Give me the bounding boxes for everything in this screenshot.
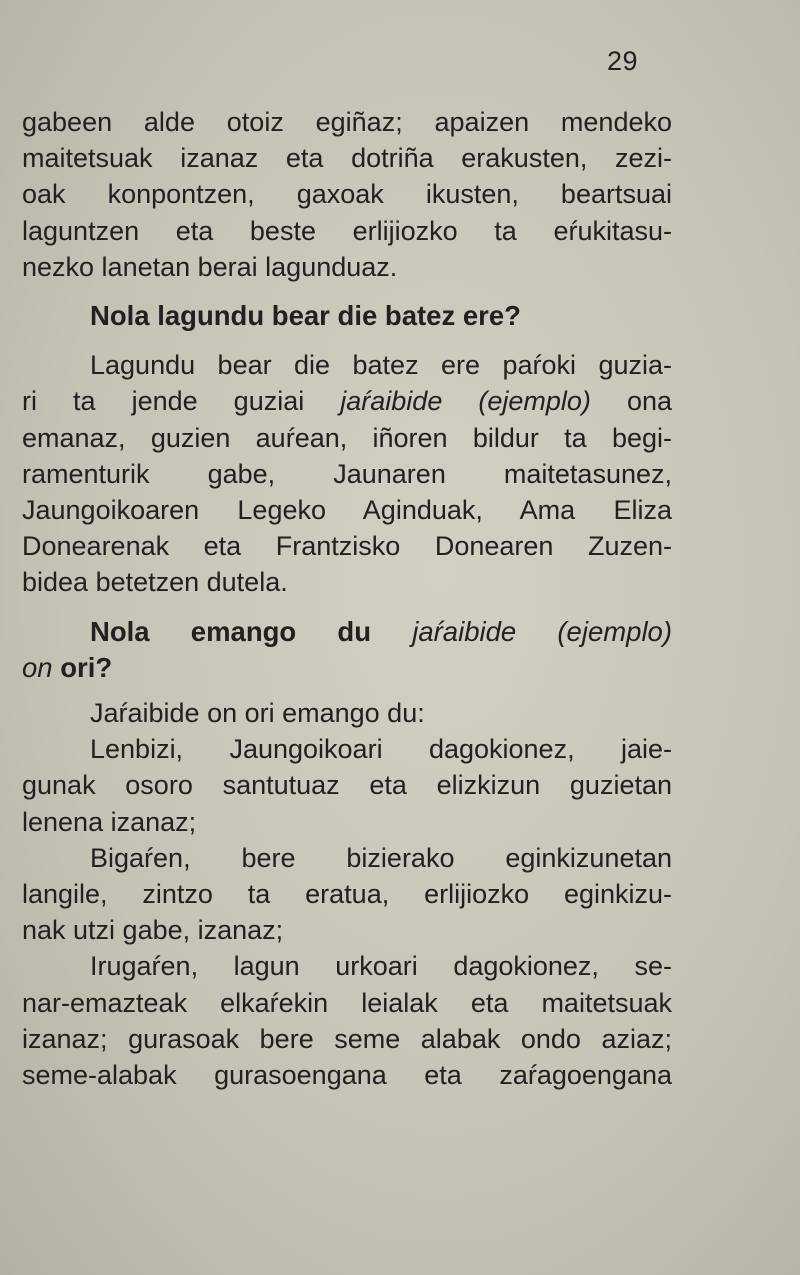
italic-term: jaŕaibide (ejemplo) xyxy=(340,386,591,417)
text-line: nak utzi gabe, izanaz; xyxy=(22,915,284,946)
text-line: Irugaŕen, lagun urkoari dagokionez, se- xyxy=(90,951,672,982)
text-line: Jaungoikoaren Legeko Aginduak, Ama Eliza xyxy=(22,495,672,526)
spacer xyxy=(22,285,672,298)
text-line xyxy=(22,383,672,419)
text-line: nar-emazteak elkaŕekin leialak eta maitetsuak xyxy=(22,987,672,1018)
text-line: Lenbizi, Jaungoikoari dagokionez, jaie- xyxy=(90,734,672,765)
text-segment: ona xyxy=(590,386,672,417)
heading-line xyxy=(22,614,672,650)
paragraph-6 xyxy=(22,948,672,1093)
text-line: maitetsuak izanaz eta dotriña erakusten, zezi- xyxy=(22,143,672,174)
spacer xyxy=(22,686,672,695)
heading-segment: ori? xyxy=(52,651,113,683)
text-line: langile, zintzo ta eratua, erlijiozko eginkizu- xyxy=(22,879,672,910)
italic-term: on xyxy=(22,651,53,683)
heading-segment: Nola emango du xyxy=(90,615,413,647)
question-heading-1 xyxy=(22,298,672,334)
text-line: gabeen alde otoiz egiñaz; apaizen mendeko xyxy=(22,107,672,137)
heading-text: Nola lagundu bear die batez ere? xyxy=(90,300,521,332)
text-line: Jaŕaibide on ori emango du: xyxy=(90,698,425,729)
text-line: gunak osoro santutuaz eta elizkizun guzietan xyxy=(22,770,672,801)
body-text xyxy=(22,104,672,1093)
text-line: lenena izanaz; xyxy=(22,806,197,837)
text-line: seme-alabak gurasoengana eta zaŕagoengana xyxy=(22,1060,672,1091)
text-line: oak konpontzen, gaxoak ikusten, beartsuai xyxy=(22,179,672,210)
text-line: laguntzen eta beste erlijiozko ta eŕukitasu- xyxy=(22,215,672,246)
paragraph-2 xyxy=(22,347,672,600)
question-heading-2 xyxy=(22,614,672,686)
text-line: ramenturik gabe, Jaunaren maitetasunez, xyxy=(22,458,672,489)
spacer xyxy=(22,334,672,347)
paragraph-4 xyxy=(22,731,672,840)
text-line: Bigaŕen, bere bizierako eginkizunetan xyxy=(90,842,672,873)
text-line: bidea betetzen dutela. xyxy=(22,567,288,598)
text-line: nezko lanetan berai lagunduaz. xyxy=(22,251,398,282)
spacer xyxy=(22,601,672,614)
text-line: Donearenak eta Frantzisko Donearen Zuzen- xyxy=(22,531,672,562)
paragraph-5 xyxy=(22,840,672,949)
text-segment: ri ta jende guziai xyxy=(22,386,341,417)
heading-line xyxy=(22,650,672,686)
text-line: Lagundu bear die batez ere paŕoki guzia- xyxy=(90,350,672,381)
text-line: izanaz; gurasoak bere seme alabak ondo aziaz; xyxy=(22,1023,672,1054)
paragraph-3 xyxy=(22,695,672,731)
paragraph-1 xyxy=(22,104,672,285)
text-line: emanaz, guzien auŕean, iñoren bildur ta begi- xyxy=(22,422,672,453)
italic-term: jaŕaibide (ejemplo) xyxy=(412,615,673,647)
page-number: 29 xyxy=(606,46,638,76)
